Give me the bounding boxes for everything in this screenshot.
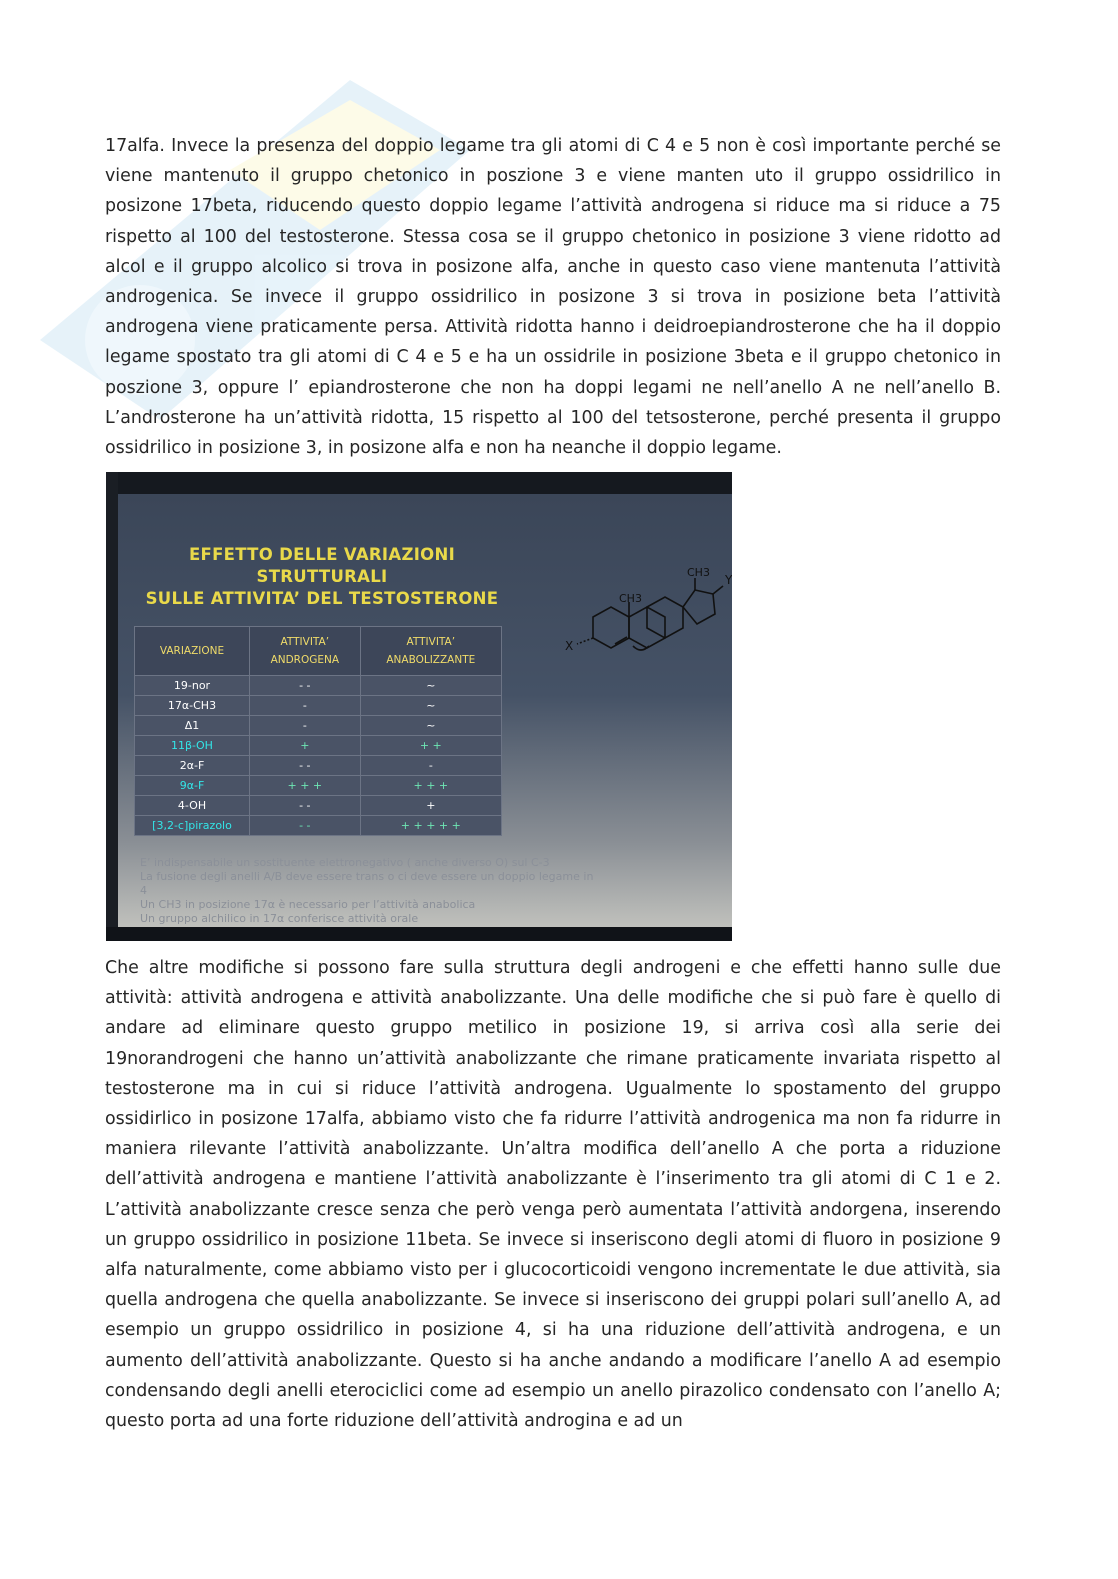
table-row: 19-nor - - ~ (135, 676, 502, 696)
steroid-structure-diagram (563, 562, 732, 682)
header-anabolizzante: ATTIVITA’ ANABOLIZZANTE (360, 627, 501, 676)
slide-screen (118, 494, 732, 941)
label-y: Y (725, 573, 733, 587)
table-row: [3,2-c]pirazolo - - + + + + + (135, 816, 502, 836)
header-variazione: VARIAZIONE (135, 627, 250, 676)
note-line: 4 (140, 884, 147, 897)
table-row: 17α-CH3 - ~ (135, 696, 502, 716)
label-x: X (565, 639, 574, 653)
note-line: E’ indispensabile un sostituente elettronegativo ( anche diverso O) sul C-3 (140, 856, 550, 869)
label-ch3-top: CH3 (687, 566, 710, 579)
table-row: Δ1 - ~ (135, 716, 502, 736)
slide-photo (106, 472, 732, 941)
table-row: 9α-F + + + + + + (135, 776, 502, 796)
table-row: 11β-OH + + + (135, 736, 502, 756)
table-row: 4-OH - - + (135, 796, 502, 816)
label-ch3-mid: CH3 (619, 592, 642, 605)
slide-notes (140, 856, 730, 926)
table-row: 2α-F - - - (135, 756, 502, 776)
note-line: Un CH3 in posizione 17α è necessario per l’attività anabolica (140, 898, 476, 911)
body-paragraph: Che altre modifiche si possono fare sulla struttura degli androgeni e che effetti hanno sulle due attività: attività androgena e attività anabolizzante. Una delle modifiche che si può fare è quello di andare ad eliminare questo gruppo metilico in posizione 19, si arriva così alla serie dei 19norandrogeni che hanno un’attività anabolizzante che rimane praticamente invariata rispetto al testosterone ma in cui si riduce l’attività androgena. Ugualmente lo spostamento del gruppo ossidirlico in posizone 17alfa, abbiamo visto che fa ridurre l’attività androgenica ma non fa ridurre in maniera rilevante l’attività anabolizzante. Un’altra modifica dell’anello A che porta a riduzione dell’attività androgena e mantiene l’attività anabolizzante è l’inserimento tra gli atomi di C 1 e 2. L’attività anabolizzante cresce senza che però venga però aumentata l’attività andorgena, inserendo un gruppo ossidrilico in posizione 11beta. Se invece si inseriscono degli atomi di fluoro in posizione 9 alfa naturalmente, come abbiamo visto per i glucocorticoidi vengono incrementate le due attività, sia quella androgena che quella anabolizzante. Se invece si inseriscono dei gruppi polari sull’anello A, ad esempio un gruppo ossidrilico in posizione 4, si ha una riduzione dell’attività androgena, e un aumento dell’attività anabolizzante. Questo si ha anche andando a modificare l’anello A ad esempio condensando degli anelli eterociclici come ad esempio un anello pirazolico condensato con l’anello A; questo porta ad una forte riduzione dell’attività androgina e ad un (105, 958, 1001, 1432)
monitor-frame-left (106, 472, 118, 941)
header-androgena: ATTIVITA’ ANDROGENA (250, 627, 361, 676)
monitor-frame (106, 472, 732, 494)
note-line: La fusione degli anelli A/B deve essere trans o ci deve essere un doppio legame in (140, 870, 594, 883)
monitor-bottom-bar (106, 927, 732, 941)
note-line: Un gruppo alchilico in 17α conferisce attività orale (140, 912, 419, 925)
activity-table (134, 626, 502, 836)
slide-title: EFFETTO DELLE VARIAZIONI STRUTTURALI SULLE ATTIVITA’ DEL TESTOSTERONE (145, 545, 499, 608)
body-paragraph: 17alfa. Invece la presenza del doppio legame tra gli atomi di C 4 e 5 non è così importante perché se viene mantenuto il gruppo chetonico in poszione 3 e viene manten uto il gruppo ossidrilico in posizone 17beta, riducendo questo doppio legame l’attività androgena si riduce ma si riduce a 75 rispetto al 100 del testosterone. Stessa cosa se il gruppo chetonico in posizione 3 viene ridotto ad alcol e il gruppo alcolico si trova in posizone alfa, anche in questo caso viene mantenuta l’attività androgenica. Se invece il gruppo ossidrilico in posizone 3 si trova in posizione beta l’attività androgena viene praticamente persa. Attività ridotta hanno i deidroepiandrosterone che ha il doppio legame spostato tra gli atomi di C 4 e 5 e ha un ossidrile in posizione 3beta e il gruppo chetonico in poszione 3, oppure l’ epiandrosterone che non ha doppi legami ne nell’anello A ne nell’anello B. L’androsterone ha un’attività ridotta, 15 rispetto al 100 del tetsosterone, perché presenta il gruppo ossidrilico in posizione 3, in posizone alfa e non ha neanche il doppio legame. (105, 136, 1001, 459)
